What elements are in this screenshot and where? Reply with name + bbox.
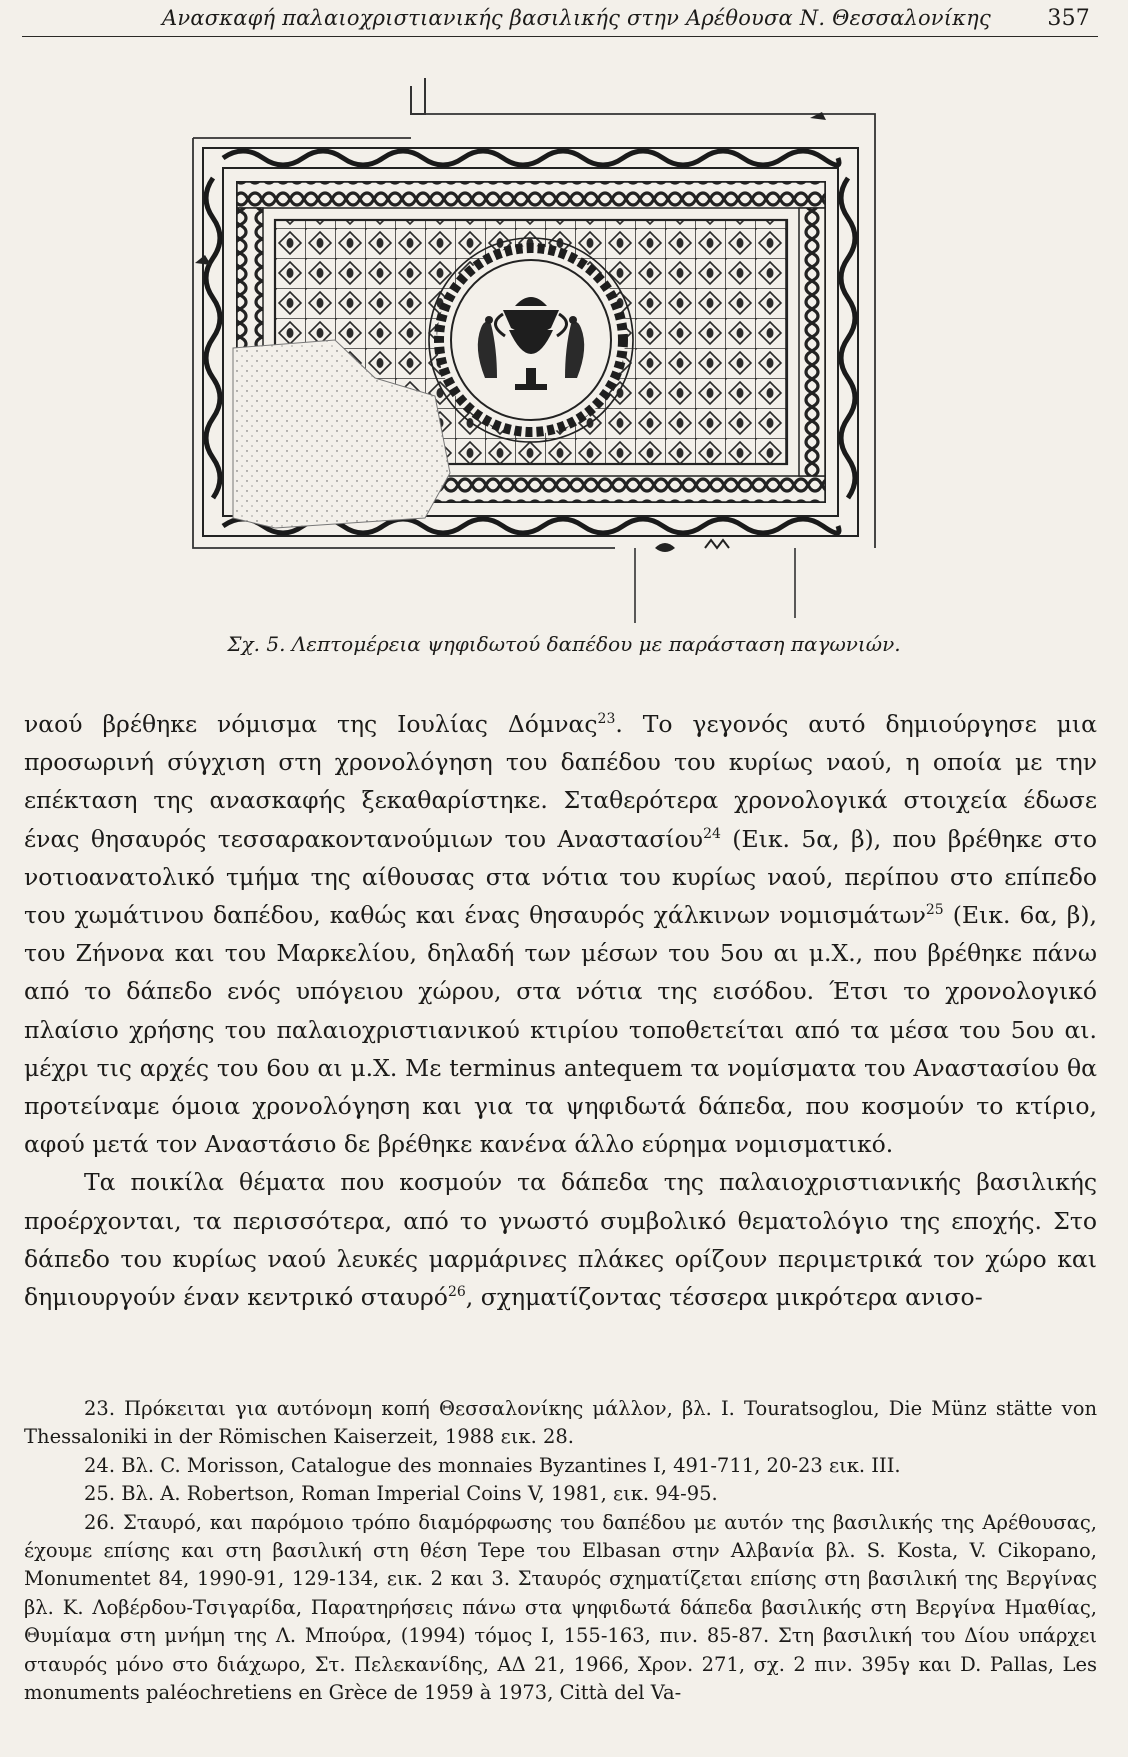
body-text [24, 705, 1097, 1316]
mosaic-drawing-svg [185, 78, 901, 623]
running-header [22, 4, 1098, 37]
figure-caption: Σχ. 5. Λεπτομέρεια ψηφιδωτού δαπέδου με παράσταση παγωνιών. [227, 632, 901, 656]
footnote: 23. Πρόκειται για αυτόνομη κοπή Θεσσαλονίκης μάλλον, βλ. I. Touratsoglou, Die Münz stätte von Thessaloniki in der Römischen Kaiserzeit, 1988 εικ. 28. [24, 1397, 1097, 1449]
paragraph: ναού βρέθηκε νόμισμα της Ιουλίας Δόμνας$^{23}$. Το γεγονός αυτό δημιούργησε μια προσωρινή σύγχιση στη χρονολόγηση του δαπέδου του κυρίως ναού, η οποία με την επέκταση της ανασκαφής ξεκαθαρίστηκε. Σταθερότερα χρονολογικά στοιχεία έδωσε ένας θησαυρός τεσσαρακοντανούμιων του Αναστασίου$^{24}$ (Εικ. 5α, β), που βρέθηκε στο νοτιοανατολικό τμήμα της αίθουσας στα νότια του κυρίως ναού, περίπου στο επίπεδο του χωμάτινου δαπέδου, καθώς και ένας θησαυρός χάλκινων νομισμάτων$^{25}$ (Εικ. 6α, β), του Ζήνονα και του Μαρκελίου, δηλαδή των μέσων του 5ου αι μ.Χ., που βρέθηκε πάνω από το δάπεδο ενός υπόγειου χώρου, στα νότια της εισόδου. Έτσι το χρονολογικό πλαίσιο χρήσης του παλαιοχριστιανικού κτιρίου τοποθετείται από τα μέσα του 5ου αι. μέχρι τις αρχές του 6ου αι μ.Χ. Με terminus antequem τα νομίσματα του Αναστασίου θα προτείναμε όμοια χρονολόγηση και για τα ψηφιδωτά δάπεδα, που κοσμούν το κτίριο, αφού μετά τον Αναστάσιο δε βρέθηκε κανένα άλλο εύρημα νομισματικό. [24, 710, 1098, 1159]
footnote-ref[interactable]: 24 [703, 825, 721, 842]
paragraph: Τα ποικίλα θέματα που κοσμούν τα δάπεδα της παλαιοχριστιανικής βασιλικής προέρχονται, τα περισσότερα, από το γνωστό συμβολικό θεματολόγιο της εποχής. Στο δάπεδο του κυρίως ναού λευκές μαρμάρινες πλάκες ορίζουν περιμετρικά τον χώρο και δημιουργούν έναν κεντρικό σταυρό$^{26}$, σχηματίζοντας τέσσερα μικρότερα ανισο- [24, 1168, 1097, 1312]
footnote: 24. Βλ. C. Morisson, Catalogue des monnaies Byzantines I, 491-711, 20-23 εικ. III. [84, 1453, 901, 1477]
mosaic-floor-drawing [185, 78, 901, 623]
footnote-ref[interactable]: 23 [597, 711, 616, 727]
footnote-ref[interactable]: 25 [925, 902, 944, 919]
page-number: 357 [1047, 6, 1090, 31]
footnotes [24, 1395, 1097, 1707]
footnote: 25. Βλ. A. Robertson, Roman Imperial Coins V, 1981, εικ. 94-95. [84, 1482, 718, 1506]
footnote: 26. Σταυρό, και παρόμοιο τρόπο διαμόρφωσης του δαπέδου με αυτόν της βασιλικής της Αρέθουσας, έχουμε επίσης και στη βασιλική στη θέση Tepe του Elbasan στην Αλβανία βλ. S. Kosta, V. Cikopano, Monumentet 84, 1990-91, 129-134, εικ. 2 και 3. Σταυρός σχηματίζεται επίσης στη βασιλική της Βεργίνας βλ. Κ. Λοβέρδου-Τσιγαρίδα, Παρατηρήσεις πάνω στα ψηφιδωτά δάπεδα βασιλικής στη Βεργίνα Ημαθίας, Θυμίαμα στη μνήμη της Λ. Μπούρα, (1994) τόμος I, 155-163, πιν. 85-87. Στη βασιλική του Δίου υπάρχει σταυρός μόνο στο διάχωρο, Στ. Πελεκανίδης, ΑΔ 21, 1966, Χρον. 271, σχ. 2 πιν. 395γ και D. Pallas, Les monuments paléochretiens en Grèce de 1959 à 1973, Città del Va- [24, 1510, 1097, 1705]
running-title: Ανασκαφή παλαιοχριστιανικής βασιλικής στην Αρέθουσα Ν. Θεσσαλονίκης [162, 6, 991, 30]
footnote-ref[interactable]: 26 [447, 1284, 466, 1301]
